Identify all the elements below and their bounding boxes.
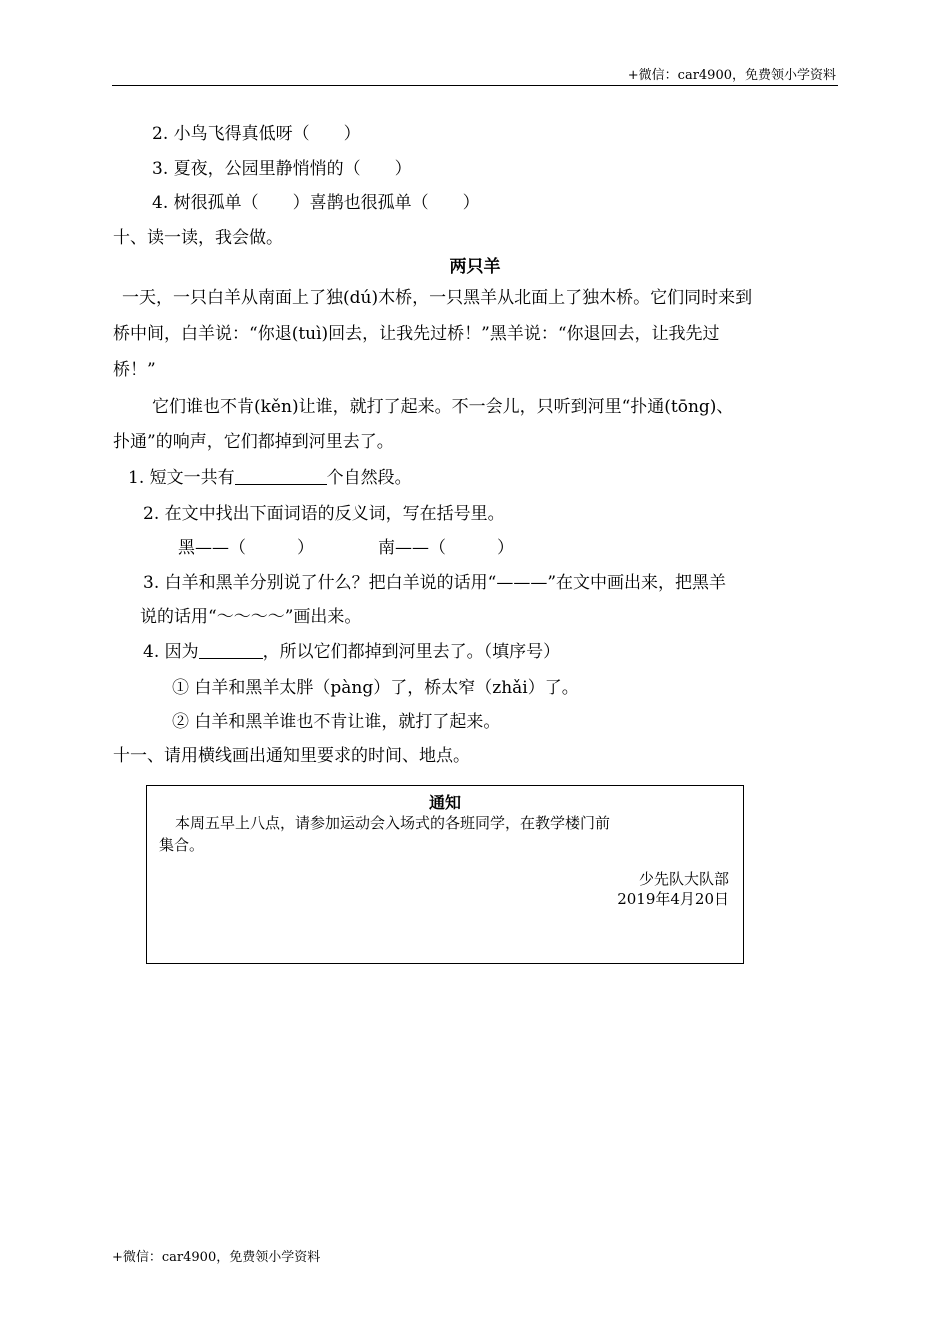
- header-divider: [112, 85, 838, 86]
- page-header: +微信：car4900，免费领小学资料: [627, 68, 836, 83]
- question-line: 3. 夏夜，公园里静悄悄的（ ）: [152, 159, 412, 179]
- question-text: ，所以它们都掉到河里去了。（填序号）: [262, 642, 561, 662]
- option-1: ① 白羊和黑羊太胖（pàng）了，桥太窄（zhǎi）了。: [172, 678, 579, 698]
- passage-line: 一天，一只白羊从南面上了独(dú)木桥，一只黑羊从北面上了独木桥。它们同时来到: [122, 288, 753, 308]
- question-line: 2. 小鸟飞得真低呀（ ）: [152, 124, 361, 144]
- passage-line: 桥中间，白羊说：“你退(tuì)回去，让我先过桥！”黑羊说：“你退回去，让我先过: [113, 324, 720, 344]
- question-3-cont: 说的话用“～～～～”画出来。: [140, 607, 362, 627]
- passage-line: 桥！”: [113, 360, 156, 380]
- question-2: 2. 在文中找出下面词语的反义词，写在括号里。: [143, 504, 505, 524]
- section-heading: 十一、请用横线画出通知里要求的时间、地点。: [113, 746, 470, 766]
- question-text: 4. 因为: [143, 642, 199, 662]
- notice-body: 本周五早上八点，请参加运动会入场式的各班同学，在教学楼门前: [175, 814, 611, 832]
- passage-line: 扑通”的响声，它们都掉到河里去了。: [113, 432, 394, 452]
- answer-blank[interactable]: [235, 466, 327, 485]
- notice-title: 通知: [428, 793, 461, 812]
- question-text: 个自然段。: [326, 468, 412, 488]
- question-1: [128, 466, 412, 490]
- section-heading: 十、读一读，我会做。: [113, 228, 283, 248]
- question-4: [143, 640, 560, 664]
- notice-signature: 少先队大队部: [638, 870, 729, 888]
- question-3: 3. 白羊和黑羊分别说了什么？把白羊说的话用“———”在文中画出来，把黑羊: [143, 573, 727, 593]
- notice-date: 2019年4月20日: [617, 890, 729, 908]
- answer-blank[interactable]: [199, 640, 263, 659]
- antonym-item: 南——（ ）: [378, 538, 514, 558]
- option-2: ② 白羊和黑羊谁也不肯让谁，就打了起来。: [172, 712, 501, 732]
- question-text: 1. 短文一共有: [128, 468, 235, 488]
- notice-body: 集合。: [159, 836, 205, 854]
- notice-box: [146, 785, 744, 964]
- passage-line: 它们谁也不肯(kěn)让谁，就打了起来。不一会儿，只听到河里“扑通(tōng)、: [152, 397, 734, 417]
- question-line: 4. 树很孤单（ ）喜鹊也很孤单（ ）: [152, 193, 480, 213]
- page-footer: +微信：car4900，免费领小学资料: [112, 1250, 321, 1265]
- passage-title: 两只羊: [449, 257, 501, 277]
- antonym-item: 黑——（ ）: [178, 538, 314, 558]
